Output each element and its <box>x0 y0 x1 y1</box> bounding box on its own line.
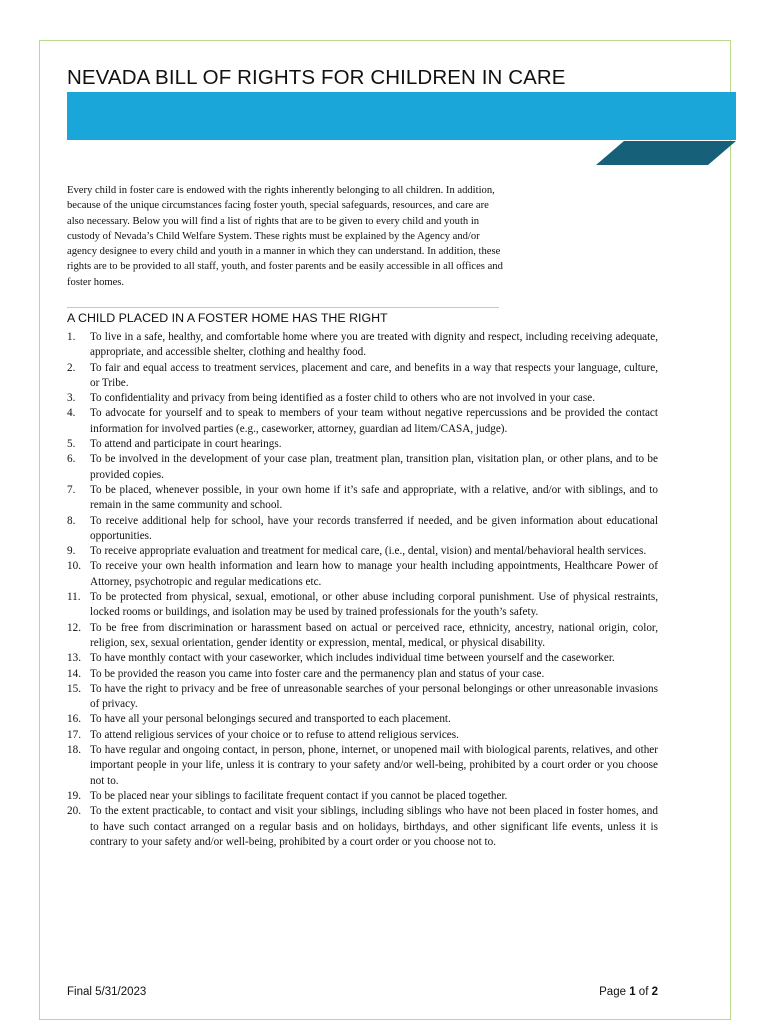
right-number: 18. <box>67 744 81 757</box>
rights-list <box>67 330 658 850</box>
right-item <box>67 406 658 437</box>
right-item <box>67 559 658 590</box>
right-text: To be placed, whenever possible, in your own home if it’s safe and appropriate, with a relative, and/or with siblings, and to remain in the same community and school. <box>90 483 658 512</box>
right-text: To be free from discrimination or harassment based on actual or perceived race, ethnicity, ancestry, national origin, color, religion, sex, sexual orientation, gender identity or expression, mental, medical, or physical disability. <box>90 621 658 649</box>
right-item <box>67 621 658 652</box>
right-item <box>67 514 658 545</box>
right-number: 14. <box>67 667 81 680</box>
section-divider <box>67 307 499 308</box>
right-text: To be involved in the development of your case plan, treatment plan, transition plan, visitation plan, or other plans, and to be provided copies. <box>90 453 658 481</box>
right-number: 13. <box>67 652 81 665</box>
banner-accent-shape <box>596 141 736 165</box>
right-number: 11. <box>67 591 81 604</box>
right-item <box>67 667 658 682</box>
right-number: 15. <box>67 682 81 695</box>
right-number: 3. <box>67 392 76 405</box>
right-text: To be provided the reason you came into foster care and the permanency plan and status of your case. <box>90 667 545 680</box>
right-text: To attend and participate in court hearings. <box>90 438 282 451</box>
right-text: To confidentiality and privacy from being identified as a foster child to others who are not involved in your case. <box>90 392 595 405</box>
right-item <box>67 590 658 621</box>
right-number: 16. <box>67 713 81 726</box>
right-number: 1. <box>67 331 76 343</box>
right-item <box>67 712 658 727</box>
right-text: To have the right to privacy and be free of unreasonable searches of your personal belongings or other unreasonable invasions of privacy. <box>90 682 658 711</box>
document-title: NEVADA BILL OF RIGHTS FOR CHILDREN IN CARE <box>67 66 566 89</box>
intro-paragraph: Every child in foster care is endowed with the rights inherently belonging to all children. In addition, because of the unique circumstances facing foster youth, special safeguards, resources, and care are also necessary. Below you will find a list of rights that are to be given to every child and youth in custody of Nevada’s Child Welfare System. These rights must be explained by the Agency and/or agency designee to every child and youth in a manner in which they can understand. In addition, these rights are to be provided to all staff, youth, and foster parents and be easily accessible in all offices and foster homes. <box>67 185 503 288</box>
header-banner <box>67 92 736 140</box>
right-item <box>67 544 658 559</box>
right-item <box>67 804 658 850</box>
footer-page-word: Page <box>599 986 626 998</box>
right-text: To be protected from physical, sexual, emotional, or other abuse including corporal punishment. Use of physical restraints, locked rooms or buildings, and isolation may be used by trained professionals for the youth’s safety. <box>90 591 658 619</box>
footer-version: Final 5/31/2023 <box>67 986 147 998</box>
right-number: 6. <box>67 453 76 466</box>
right-number: 10. <box>67 560 81 573</box>
right-number: 4. <box>67 407 76 420</box>
right-item <box>67 728 658 743</box>
right-text: To have all your personal belongings secured and transported to each placement. <box>90 713 451 726</box>
banner-accent-polygon <box>596 141 736 165</box>
right-text: To receive your own health information and learn how to manage your health including appointments, Healthcare Power of Attorney, psychotropic and regular medications etc. <box>90 560 658 588</box>
right-text: To have monthly contact with your caseworker, which includes individual time between yourself and the caseworker. <box>90 652 615 665</box>
right-text: To advocate for yourself and to speak to members of your team without negative repercussions and be provided the contact information for involved parties (e.g., caseworker, attorney, guardian ad litem/CASA, judge). <box>90 407 658 435</box>
right-text: To be placed near your siblings to facilitate frequent contact if you cannot be placed together. <box>90 789 508 802</box>
right-item <box>67 682 658 713</box>
right-number: 9. <box>67 545 76 558</box>
right-number: 17. <box>67 728 81 741</box>
right-text: To the extent practicable, to contact and visit your siblings, including siblings who have not been placed in foster homes, and to have such contact arranged on a regular basis and on holidays, birthdays, and other significant life events, unless it is contrary to your safety and/or well-being, prohibited by a court order or you choose not to. <box>90 805 658 848</box>
right-number: 12. <box>67 621 81 634</box>
right-text: To have regular and ongoing contact, in person, phone, internet, or unopened mail with biological parents, relatives, and other important people in your life, unless it is contrary to your safety and/or well-being, prohibited by a court order or you choose not to. <box>90 744 658 787</box>
footer-page-number <box>599 986 658 998</box>
right-number: 7. <box>67 483 76 496</box>
right-item <box>67 651 658 666</box>
footer-page-of: of <box>638 986 649 998</box>
right-item <box>67 437 658 452</box>
right-number: 8. <box>67 514 76 527</box>
footer-page-current: 1 <box>629 986 636 998</box>
right-item <box>67 452 658 483</box>
right-number: 19. <box>67 789 81 802</box>
right-text: To fair and equal access to treatment services, placement and care, and benefits in a way that respects your language, culture, or Tribe. <box>90 361 658 389</box>
right-item <box>67 743 658 789</box>
right-item <box>67 483 658 514</box>
footer-page-total: 2 <box>651 986 658 998</box>
right-number: 2. <box>67 361 76 374</box>
right-text: To receive appropriate evaluation and treatment for medical care, (i.e., dental, vision) and mental/behavioral health services. <box>90 545 647 558</box>
right-text: To attend religious services of your choice or to refuse to attend religious services. <box>90 728 459 741</box>
right-text: To live in a safe, healthy, and comfortable home where you are treated with dignity and respect, including receiving adequate, appropriate, and accessible shelter, clothing and healthy food. <box>90 331 658 359</box>
right-number: 20. <box>67 805 81 818</box>
right-number: 5. <box>67 438 76 451</box>
right-item <box>67 330 658 361</box>
right-item <box>67 361 658 392</box>
right-item <box>67 391 658 406</box>
section-heading: A CHILD PLACED IN A FOSTER HOME HAS THE RIGHT <box>67 311 388 325</box>
right-item <box>67 789 658 804</box>
right-text: To receive additional help for school, have your records transferred if needed, and be given information about educational opportunities. <box>90 514 658 542</box>
